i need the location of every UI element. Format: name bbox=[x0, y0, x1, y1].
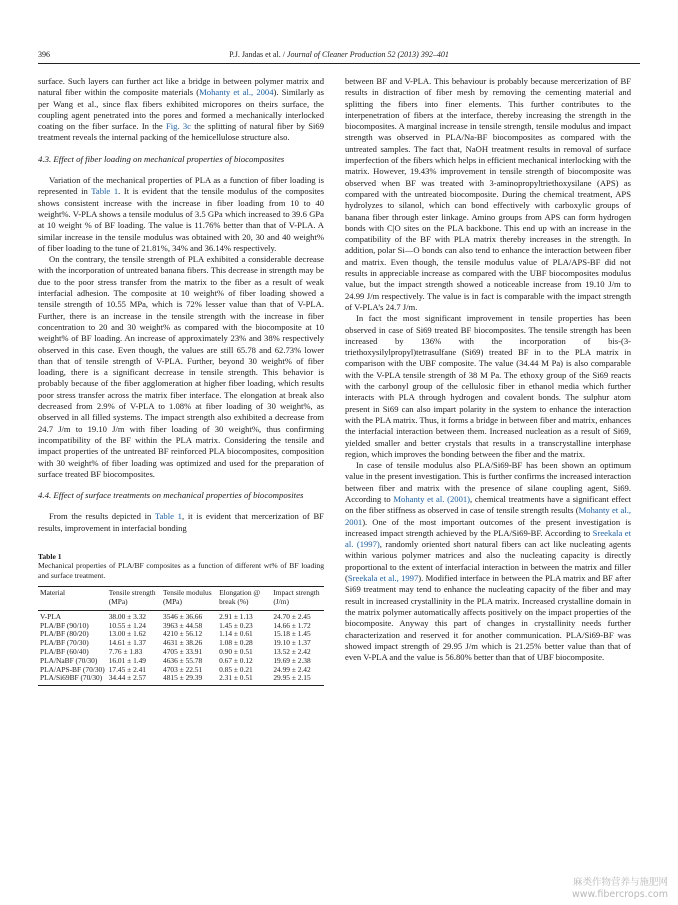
column-header: Material bbox=[38, 587, 107, 611]
table-cell: PLA/BF (90/10) bbox=[40, 620, 89, 630]
table-cell: 1.14 ± 0.61 bbox=[219, 629, 253, 639]
mechanical-properties-table bbox=[38, 586, 324, 686]
watermark-url: www.fibercrops.com bbox=[571, 889, 668, 900]
table-cell: 2.91 ± 1.13 bbox=[219, 611, 253, 621]
table-caption bbox=[38, 552, 324, 580]
column-header: Elongation @ break (%) bbox=[217, 587, 271, 611]
citation-link[interactable]: Mohanty et al. (2001) bbox=[393, 493, 471, 504]
running-header bbox=[38, 50, 640, 64]
paragraph: between BF and V-PLA. This behaviour is probably because mercerization of BF results in distraction of fiber mesh by removing the cementing material and splitting the fibers into finer elements. This further contributes to the interpenetration of fibers at the interface, thereby increasing the strength in the biocomposites. A marginal increase in tensile strength, tensile modulus and impact strength was observed in PLA/Na-BF biocomposites as compared with the untreated samples. The fact that, NaOH treatment results in removal of surface imperfection of the fibers which helps in efficient mechanical interlocking with the matrix. However, 19.43% improvement in tensile strength of biocomposite was observed when BF was treated with 3-aminopropyltriethoxysilane (APS) as compared with the untreated biocomposite. During the chemical treatment, APS hydrolyzes to silanol, which can bond effectively with carboxylic groups of banana fiber through ester linkage. Amino groups from APS can form hydrogen bonds with C|O sites on the PLA backbone. This end up with an increase in the compatibility of the BF with PLA matrix thereby increases in the strength. In addition, polar Si—O bonds can also tend to enhance the interaction between fiber and matrix. Even though, the tensile modulus value of PLA/APS-BF did not results in appreciable increase as compared with the UBF biocomposites modulus value, but the impact strength showed a noticeable increase from 19.10 J/m to 24.99 J/m respectively. The value is in fact is comparable with the impact strength of V-PLA’s 24.7 J/m. bbox=[345, 76, 631, 312]
table-row bbox=[38, 610, 324, 621]
paragraph: From the results depicted in Table 1, it is evident that mercerization of BF results, improvement in interfacial bonding bbox=[38, 511, 324, 533]
paragraph: Variation of the mechanical properties of PLA as a function of fiber loading is represented in Table 1. It is evident that the tensile modulus of the composites shows consistent increase with the increase in fiber loading from 10 to 40 weight%. V-PLA shows a tensile modulus of 3.5 GPa which increased to 39.6 GPa at 10 weight % of BF loading. The value is 11.76% better than that of V-PLA. A similar increase in the tensile modulus was obtained with 20, 30 and 40 weight% of fiber loading to the tune of 21.81%, 34% and 36.14% respectively. bbox=[38, 175, 324, 253]
journal-title: Journal of Cleaner Production 52 (2013) 392–401 bbox=[286, 50, 449, 59]
table-cell: 15.18 ± 1.45 bbox=[273, 629, 311, 639]
table-cell: 19.69 ± 2.38 bbox=[273, 655, 311, 665]
table-cell: 3963 ± 44.58 bbox=[163, 620, 203, 630]
figure-link[interactable]: Fig. 3c bbox=[165, 121, 191, 132]
table-link[interactable]: Table 1 bbox=[154, 511, 182, 522]
table-cell: 10.55 ± 1.24 bbox=[108, 620, 147, 630]
table-cell: 1.08 ± 0.28 bbox=[219, 638, 253, 648]
table-cell: PLA/Si69BF (70/30) bbox=[38, 674, 107, 685]
table-label: Table 1 bbox=[38, 551, 62, 561]
paragraph: On the contrary, the tensile strength of PLA exhibited a considerable decrease with the incorporation of untreated banana fibers. This decrease in strength may be due to the poor stress transfer from the matrix to the fiber as a result of weak interfacial adhesion. The composite at 10 weight% of fiber loading showed a tensile strength of 10.55 MPa, which is 72% lesser value than that of V-PLA. Further, there is an increase in the tensile strength with the increase in fiber concentration to 20 and 30 weight% as compared with the biocomposite at 10 weight% of BF loading. An increase of approximately 23% and 38% respectively observed in this case. Even though, the values are still 65.78 and 62.73% lower than that of tensile strength of V-PLA. Further, beyond 30 weight% of fiber loading, there is a significant decrease in tensile strength. This behavior is probably because of the fiber agglomeration at higher fiber loading, which results poor stress transfer across the matrix fiber interface. The elongation at break also decreased from 2.9% of V-PLA to 1.08% at fiber loading of 30 weight%, as observed in all filled systems. The impact strength also exhibited a decrease from 24.7 J/m to 19.10 J/m with fiber loading of 30 weight%, thus confirming incompatibility of the BF within the PLA matrix. Considering the tensile and impact properties of the untreated BF reinforced PLA biocomposites, composition with 30 weight% of fiber loading was optimized and used for the preparation of surface treated BF biocomposites. bbox=[38, 254, 324, 479]
table-cell: PLA/APS-BF (70/30) bbox=[40, 664, 105, 674]
table-cell: 19.10 ± 1.37 bbox=[273, 638, 311, 648]
left-column bbox=[38, 76, 324, 686]
table-cell: 24.70 ± 2.45 bbox=[273, 611, 311, 621]
table-cell: 0.85 ± 0.21 bbox=[219, 664, 253, 674]
column-header: Tensile modulus (MPa) bbox=[161, 587, 217, 611]
citation-link[interactable]: Mohanty et al., 2004 bbox=[199, 87, 274, 98]
table-cell: 0.67 ± 0.12 bbox=[219, 655, 253, 665]
header-rule bbox=[38, 63, 640, 64]
table-row bbox=[38, 674, 324, 685]
watermark-line: 麻类作物营养与施肥网 bbox=[572, 877, 668, 888]
paragraph: In case of tensile modulus also PLA/Si69-BF has been shown an optimum value in the present investigation. This is further confirms the increased interaction between fiber and matrix with the presence of silane coupling agent, Si69. According to Mohanty et al. (2001), chemical treatments have a significant effect on the fiber stiffness as observed in case of tensile strength results (Mohanty et al., 2001). One of the most important outcomes of the present investigation is increased impact strength achieved by the PLA/Si69-BF. According to Sreekala et al. (1997), randomly oriented short natural fibers can act like nucleating agents within various polymer matrices and also the nucleating capacity is directly proportional to the extent of interfacial interaction in between the matrix and filler (Sreekala et al., 1997). Modified interface in between the PLA matrix and BF after Si69 treatment may tend to enhance the nucleating capacity of the fiber and may result in increased crystallinity in the PLA matrix. Increased crystalline domain in the matrix polymer automatically affects positively on the impact properties of the biocomposite. Anyway this part of changes in crystallinity needs further characterization and reserved it for another communication. PLA/Si69-BF was showed impact strength of 29.95 J/m which is 21.25% better value than that of even V-PLA and the value is 56.80% better than that of UBF biocomposite. bbox=[345, 460, 632, 663]
table-cell: 4705 ± 33.91 bbox=[163, 646, 203, 656]
table-cell: 7.76 ± 1.83 bbox=[108, 646, 143, 656]
table-cell: 2.31 ± 0.51 bbox=[217, 674, 271, 685]
table-cell: 29.95 ± 2.15 bbox=[271, 674, 324, 685]
table-cell: 24.99 ± 2.42 bbox=[273, 664, 311, 674]
author-ref: P.J. Jandas et al. / bbox=[229, 50, 287, 59]
table-cell: 4703 ± 22.51 bbox=[163, 664, 203, 674]
section-heading-4-4: 4.4. Effect of surface treatments on mechanical properties of biocomposites bbox=[38, 490, 304, 501]
table-cell: 38.00 ± 3.32 bbox=[108, 611, 147, 621]
citation-link[interactable]: Sreekala et al. (1997) bbox=[345, 527, 631, 550]
right-column bbox=[345, 76, 631, 663]
table-cell: PLA/BF (60/40) bbox=[40, 646, 89, 656]
table-link[interactable]: Table 1 bbox=[91, 186, 119, 197]
citation-link[interactable]: Sreekala et al., 1997 bbox=[347, 573, 419, 584]
table-caption-text: Mechanical properties of PLA/BF composites as a function of different wt% of BF loading and surface treatment. bbox=[38, 561, 324, 580]
table-cell: 0.90 ± 0.51 bbox=[219, 646, 253, 656]
paragraph: surface. Such layers can further act like a bridge in between polymer matrix and natural fiber within the composite materials (Mohanty et al., 2004). Similarly as per Wang et al., since flax fibers exhibited micropores on theirs surface, the coupling agent penetrated into the pores and formed a mechanically interlocked coating on the fiber surface. In the Fig. 3c the splitting of natural fiber by Si69 treatment reveals the internal packing of the hemicellulose structure also. bbox=[38, 76, 324, 143]
table-cell: 4815 ± 29.39 bbox=[161, 674, 217, 685]
page-number: 396 bbox=[38, 50, 50, 59]
table-cell: V-PLA bbox=[40, 611, 62, 621]
table-cell: 13.00 ± 1.62 bbox=[108, 629, 147, 639]
table-cell: 4631 ± 38.26 bbox=[163, 638, 203, 648]
table-cell: 16.01 ± 1.49 bbox=[108, 655, 147, 665]
section-heading-4-3: 4.3. Effect of fiber loading on mechanical properties of biocomposites bbox=[38, 153, 285, 164]
table-cell: 34.44 ± 2.57 bbox=[107, 674, 161, 685]
table-cell: 13.52 ± 2.42 bbox=[273, 646, 311, 656]
journal-reference bbox=[38, 50, 640, 59]
table-cell: 3546 ± 36.66 bbox=[163, 611, 203, 621]
table-cell: 17.45 ± 2.41 bbox=[108, 664, 147, 674]
table-cell: 4210 ± 56.12 bbox=[163, 629, 203, 639]
site-watermark bbox=[572, 877, 668, 901]
table-cell: PLA/BF (80/20) bbox=[40, 629, 89, 639]
table-cell: 1.45 ± 0.23 bbox=[219, 620, 253, 630]
citation-link[interactable]: Mohanty et al., 2001 bbox=[345, 505, 631, 527]
table-cell: PLA/NaBF (70/30) bbox=[40, 655, 98, 665]
column-header: Tensile strength (MPa) bbox=[107, 587, 161, 611]
table-cell: PLA/BF (70/30) bbox=[40, 638, 89, 648]
paragraph: In fact the most significant improvement in tensile properties has been observed in case of Si69 treated BF biocomposites. The tensile strength has been increased by 136% with the incorporation of bis-(3-triethoxysilylpropyl)tetrasulfane (Si69) treated BF in to the PLA matrix in comparison with the UBF composite. The value (34.44 M Pa) is also comparable with the V-PLA tensile strength of 38 M Pa. The ethoxy group of the Si69 reacts with the carbonyl group of the cellulosic fiber in ethanol media which further interacts with PLA through hydrogen and covalent bonds. The sulphur atom present in Si69 can also impart polarity in the system to enhance the interaction with the PLA matrix. Thus, it forms a bridge in between fiber and matrix, enhances the interfacial interaction between them. Increased nucleation as a result of Si69, yielded smaller and better crystals that results in a transcrystalline interphase region, which improves the bonding between the fiber and the matrix. bbox=[345, 313, 631, 459]
table-cell: 14.66 ± 1.72 bbox=[273, 620, 311, 630]
table-cell: 4636 ± 55.78 bbox=[163, 655, 203, 665]
column-header: Impact strength (J/m) bbox=[271, 587, 324, 611]
table-cell: 14.61 ± 1.37 bbox=[108, 638, 147, 648]
